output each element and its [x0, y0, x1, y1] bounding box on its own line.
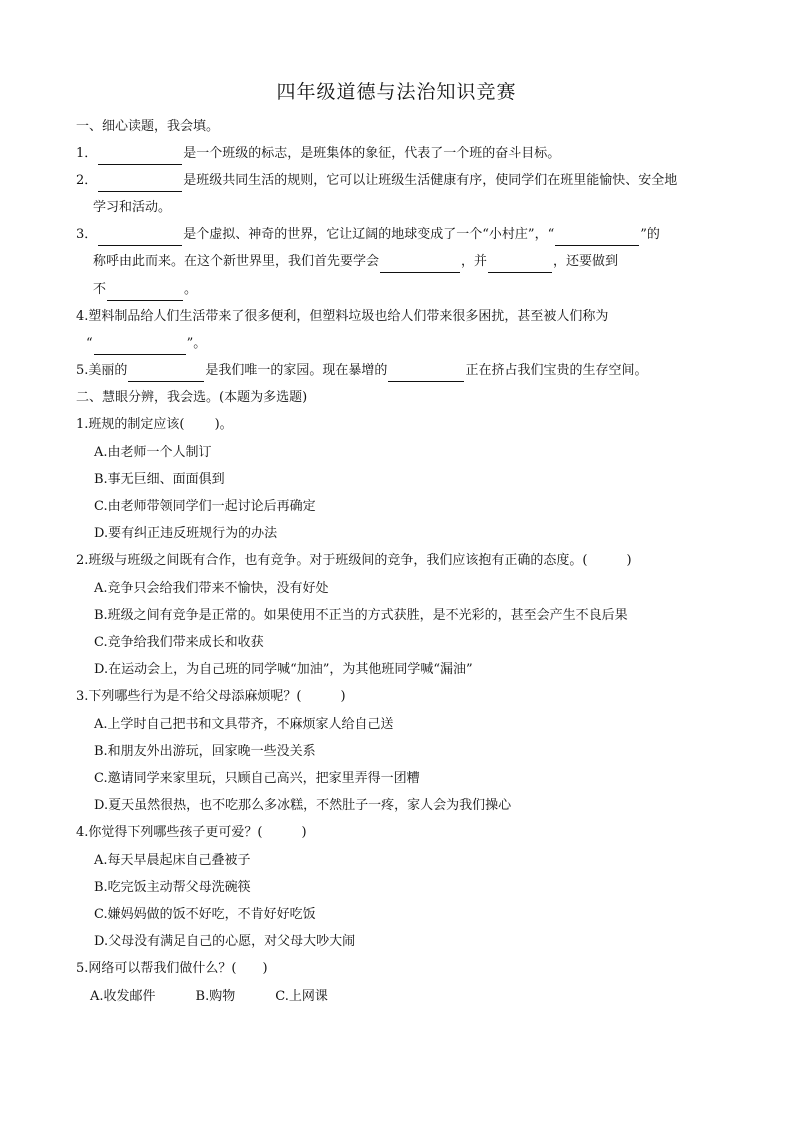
choice-question-3: 3.下列哪些行为是不给父母添麻烦呢？( ) — [76, 689, 346, 704]
fill-question-4-cont: “ ”。 — [86, 333, 206, 355]
answer-blank[interactable] — [488, 256, 552, 273]
option-3a[interactable]: A.上学时自己把书和文具带齐，不麻烦家人给自己送 — [94, 717, 394, 732]
section1-heading: 一、细心读题，我会填。 — [76, 119, 220, 134]
answer-blank[interactable] — [98, 175, 182, 192]
option-2d[interactable]: D.在运动会上，为自己班的同学喊“加油”，为其他班同学喊“漏油” — [94, 662, 473, 677]
option-1c[interactable]: C.由老师带领同学们一起讨论后再确定 — [94, 499, 316, 514]
option-3c[interactable]: C.邀请同学来家里玩，只顾自己高兴，把家里弄得一团糟 — [94, 771, 420, 786]
option-4c[interactable]: C.嫌妈妈做的饭不好吃，不肯好好吃饭 — [94, 907, 316, 922]
option-4b[interactable]: B.吃完饭主动帮父母洗碗筷 — [94, 880, 251, 895]
answer-blank[interactable] — [380, 256, 460, 273]
option-4d[interactable]: D.父母没有满足自己的心愿，对父母大吵大闹 — [94, 934, 356, 949]
option-5a[interactable]: A.收发邮件 — [90, 989, 156, 1004]
section2-heading: 二、慧眼分辨，我会选。(本题为多选题) — [76, 390, 308, 405]
option-5b[interactable]: B.购物 — [195, 989, 236, 1004]
answer-blank[interactable] — [128, 365, 204, 382]
answer-blank[interactable] — [388, 365, 464, 382]
option-1d[interactable]: D.要有纠正违反班规行为的办法 — [94, 526, 278, 541]
answer-blank[interactable] — [107, 284, 183, 301]
choice-question-1: 1.班规的制定应该( )。 — [76, 417, 233, 432]
fill-question-3-line3: 不 。 — [93, 279, 197, 301]
option-2b[interactable]: B.班级之间有竞争是正常的。如果使用不正当的方式获胜，是不光彩的，甚至会产生不良后果 — [94, 608, 628, 623]
answer-blank[interactable] — [94, 338, 186, 355]
fill-question-5: 5.美丽的 是我们唯一的家园。现在暴增的 正在挤占我们宝贵的生存空间。 — [76, 360, 647, 382]
option-2a[interactable]: A.竞争只会给我们带来不愉快，没有好处 — [94, 581, 329, 596]
answer-blank[interactable] — [98, 229, 182, 246]
page-title: 四年级道德与法治知识竞赛 — [276, 81, 517, 103]
fill-question-3: 3． 是个虚拟、神奇的世界，它让辽阔的地球变成了一个“小村庄”，“ ”的 — [76, 224, 660, 246]
option-4a[interactable]: A.每天早晨起床自己叠被子 — [94, 853, 251, 868]
option-1a[interactable]: A.由老师一个人制订 — [94, 445, 212, 460]
choice-question-2: 2.班级与班级之间既有合作，也有竞争。对于班级间的竞争，我们应该抱有正确的态度。( ) — [76, 553, 632, 568]
option-1b[interactable]: B.事无巨细、面面俱到 — [94, 472, 225, 487]
choice-question-4: 4.你觉得下列哪些孩子更可爱？( ) — [76, 825, 307, 840]
answer-blank[interactable] — [98, 148, 182, 165]
fill-question-3-line2: 称呼由此而来。在这个新世界里，我们首先要学会 ，并 ，还要做到 — [93, 251, 618, 273]
fill-question-2-cont: 学习和活动。 — [93, 200, 172, 215]
option-2c[interactable]: C.竞争给我们带来成长和收获 — [94, 635, 264, 650]
fill-question-1: 1． 是一个班级的标志，是班集体的象征，代表了一个班的奋斗目标。 — [76, 143, 560, 165]
fill-question-2: 2． 是班级共同生活的规则，它可以让班级生活健康有序，使同学们在班里能愉快、安全地 — [76, 170, 677, 192]
option-3b[interactable]: B.和朋友外出游玩，回家晚一些没关系 — [94, 744, 316, 759]
option-5c[interactable]: C.上网课 — [275, 989, 328, 1004]
option-row-5 — [90, 986, 328, 1008]
option-3d[interactable]: D.夏天虽然很热，也不吃那么多冰糕，不然肚子一疼，家人会为我们操心 — [94, 798, 512, 813]
fill-question-4: 4.塑料制品给人们生活带来了很多便利，但塑料垃圾也给人们带来很多困扰，甚至被人们称为 — [76, 309, 609, 324]
choice-question-5: 5.网络可以帮我们做什么？( ) — [76, 961, 268, 976]
answer-blank[interactable] — [555, 229, 639, 246]
